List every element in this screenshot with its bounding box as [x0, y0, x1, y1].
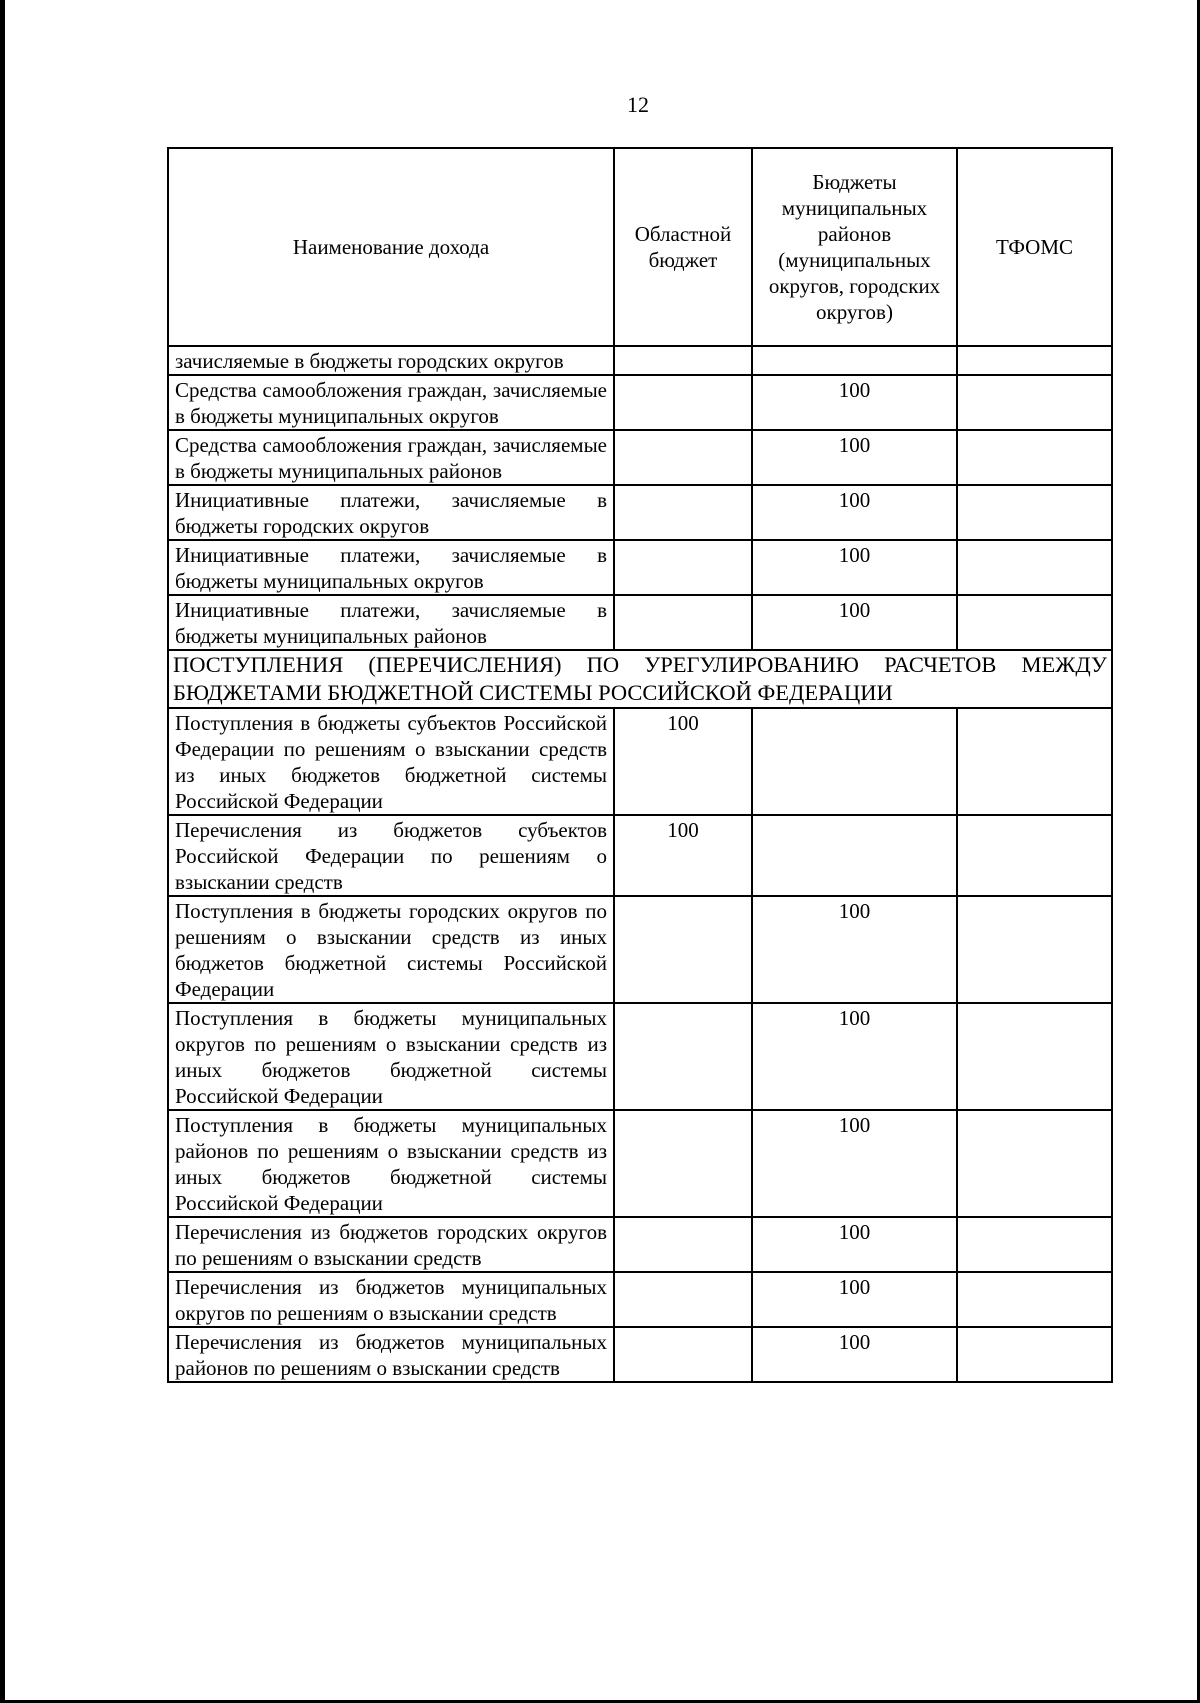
tfoms-cell [957, 430, 1112, 485]
tfoms-cell [957, 485, 1112, 540]
income-name-cell: Поступления в бюджеты муниципальных округов по решениям о взыскании средств из иных бюджетов бюджетной системы Российской Федерации [168, 1003, 614, 1110]
scan-border-left [0, 0, 5, 1703]
section-title: ПОСТУПЛЕНИЯ (ПЕРЕЧИСЛЕНИЯ) ПО УРЕГУЛИРОВАНИЮ РАСЧЕТОВ МЕЖДУ БЮДЖЕТАМИ БЮДЖЕТНОЙ СИСТЕМЫ РОССИЙСКОЙ ФЕДЕРАЦИИ [168, 650, 1112, 708]
income-name-cell: Средства самообложения граждан, зачисляемые в бюджеты муниципальных округов [168, 375, 614, 430]
tfoms-cell [957, 1003, 1112, 1110]
table-row [168, 1217, 1112, 1272]
table-section [168, 650, 1112, 708]
table-row [168, 375, 1112, 430]
table-row [168, 896, 1112, 1003]
table-row [168, 708, 1112, 815]
oblast-budget-cell [614, 1110, 752, 1217]
oblast-budget-cell [614, 346, 752, 375]
table-row [168, 1272, 1112, 1327]
income-name-cell: Перечисления из бюджетов городских округов по решениям о взыскании средств [168, 1217, 614, 1272]
municipal-budget-cell: 100 [752, 1272, 957, 1327]
header-income-name: Наименование дохода [168, 148, 614, 346]
table-header-row [168, 148, 1112, 346]
oblast-budget-cell [614, 595, 752, 650]
oblast-budget-cell: 100 [614, 708, 752, 815]
oblast-budget-cell [614, 1003, 752, 1110]
table-row [168, 430, 1112, 485]
municipal-budget-cell [752, 815, 957, 896]
oblast-budget-cell [614, 375, 752, 430]
tfoms-cell [957, 1272, 1112, 1327]
oblast-budget-cell [614, 540, 752, 595]
income-name-cell: Перечисления из бюджетов муниципальных районов по решениям о взыскании средств [168, 1327, 614, 1382]
tfoms-cell [957, 375, 1112, 430]
table-row [168, 1327, 1112, 1382]
income-name-cell: Инициативные платежи, зачисляемые в бюджеты муниципальных районов [168, 595, 614, 650]
tfoms-cell [957, 896, 1112, 1003]
oblast-budget-cell [614, 485, 752, 540]
income-name-cell: Поступления в бюджеты субъектов Российской Федерации по решениям о взыскании средств из иных бюджетов бюджетной системы Российской Федерации [168, 708, 614, 815]
header-oblast-budget: Областной бюджет [614, 148, 752, 346]
oblast-budget-cell: 100 [614, 815, 752, 896]
table-row [168, 346, 1112, 375]
table-row [168, 1003, 1112, 1110]
table-row [168, 540, 1112, 595]
oblast-budget-cell [614, 1217, 752, 1272]
table-row [168, 485, 1112, 540]
table-row [168, 815, 1112, 896]
tfoms-cell [957, 346, 1112, 375]
income-name-cell: Перечисления из бюджетов субъектов Российской Федерации по решениям о взыскании средств [168, 815, 614, 896]
header-municipal-budgets: Бюджеты муниципальных районов (муниципальных округов, городских округов) [752, 148, 957, 346]
income-name-cell: Перечисления из бюджетов муниципальных округов по решениям о взыскании средств [168, 1272, 614, 1327]
tfoms-cell [957, 595, 1112, 650]
tfoms-cell [957, 708, 1112, 815]
income-name-cell: Средства самообложения граждан, зачисляемые в бюджеты муниципальных районов [168, 430, 614, 485]
municipal-budget-cell: 100 [752, 540, 957, 595]
page-number: 12 [627, 92, 649, 117]
tfoms-cell [957, 1110, 1112, 1217]
municipal-budget-cell [752, 346, 957, 375]
income-name-cell: Поступления в бюджеты городских округов по решениям о взыскании средств из иных бюджетов бюджетной системы Российской Федерации [168, 896, 614, 1003]
header-tfoms: ТФОМС [957, 148, 1112, 346]
income-name-cell: Инициативные платежи, зачисляемые в бюджеты муниципальных округов [168, 540, 614, 595]
municipal-budget-cell: 100 [752, 430, 957, 485]
municipal-budget-cell: 100 [752, 1217, 957, 1272]
income-name-cell: Инициативные платежи, зачисляемые в бюджеты городских округов [168, 485, 614, 540]
table-body-before-section [168, 346, 1112, 650]
municipal-budget-cell: 100 [752, 1110, 957, 1217]
municipal-budget-cell: 100 [752, 375, 957, 430]
table-body-after-section [168, 708, 1112, 1382]
tfoms-cell [957, 1217, 1112, 1272]
oblast-budget-cell [614, 896, 752, 1003]
section-header-row [168, 650, 1112, 708]
tfoms-cell [957, 815, 1112, 896]
municipal-budget-cell [752, 708, 957, 815]
income-name-cell: Поступления в бюджеты муниципальных районов по решениям о взыскании средств из иных бюджетов бюджетной системы Российской Федерации [168, 1110, 614, 1217]
municipal-budget-cell: 100 [752, 1003, 957, 1110]
municipal-budget-cell: 100 [752, 1327, 957, 1382]
tfoms-cell [957, 540, 1112, 595]
municipal-budget-cell: 100 [752, 595, 957, 650]
oblast-budget-cell [614, 430, 752, 485]
income-name-cell: зачисляемые в бюджеты городских округов [168, 346, 614, 375]
table-row [168, 1110, 1112, 1217]
municipal-budget-cell: 100 [752, 485, 957, 540]
oblast-budget-cell [614, 1327, 752, 1382]
tfoms-cell [957, 1327, 1112, 1382]
oblast-budget-cell [614, 1272, 752, 1327]
municipal-budget-cell: 100 [752, 896, 957, 1003]
table-row [168, 595, 1112, 650]
income-distribution-table [167, 147, 1113, 1383]
